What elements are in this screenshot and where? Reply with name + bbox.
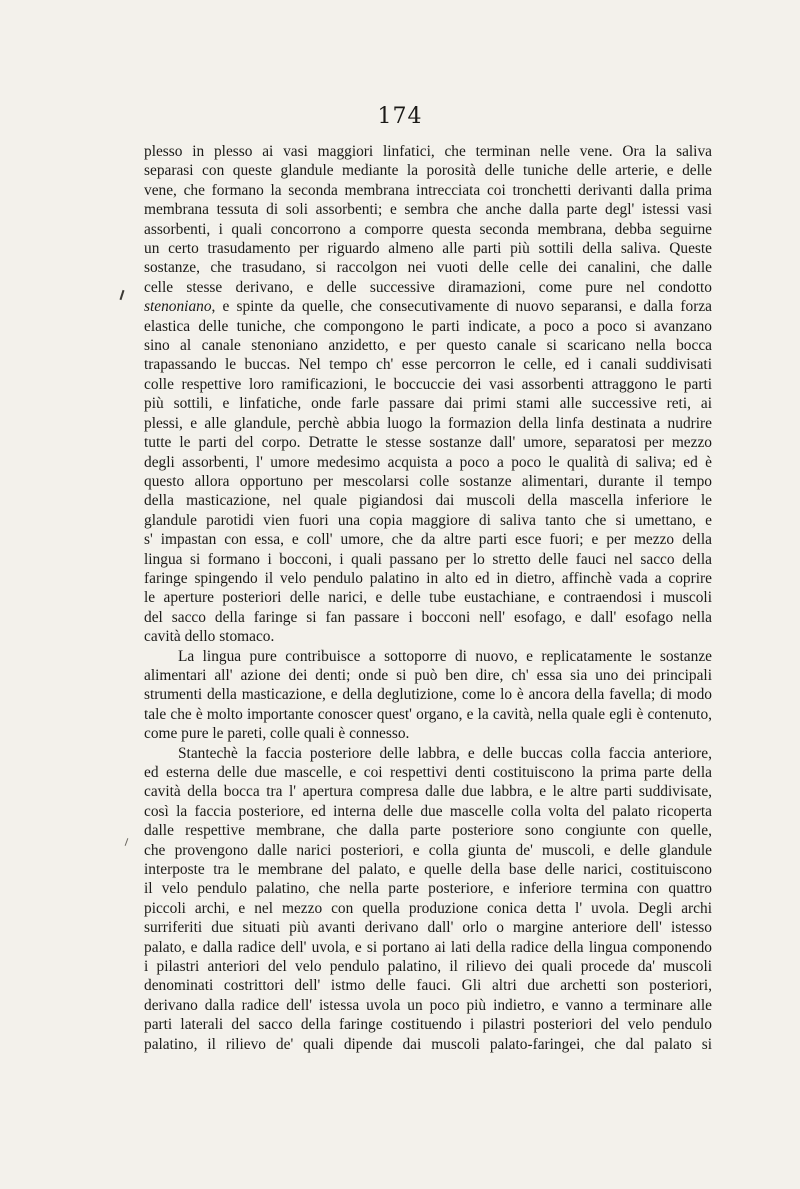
text-line: questo allora opportuno per mescolarsi colle sostanze alimentari, durante il tempo xyxy=(144,472,712,490)
body-text xyxy=(144,142,712,1054)
text-line: Stantechè la faccia posteriore delle labbra, e delle buccas colla faccia anteriore, xyxy=(178,744,712,762)
text-line: lingua si formano i bocconi, i quali passano per lo stretto delle fauci nel sacco della xyxy=(144,550,712,568)
margin-mark xyxy=(120,290,125,300)
text-line: ed esterna delle due mascelle, e coi respettivi denti costituiscono la prima parte della xyxy=(144,764,712,781)
text-line: s' impastan con essa, e coll' umore, che da altre parti esce fuori; e per mezzo della xyxy=(144,531,712,549)
text-line: derivano dalla radice dell' istessa uvola un poco più indietro, e vanno a terminare alle xyxy=(144,996,712,1014)
text-line: il velo pendulo palatino, che nella parte posteriore, e inferiore termina con quattro xyxy=(144,880,712,898)
text-line: che provengono dalle narici posteriori, e colla giunta de' muscoli, e delle glandule xyxy=(144,841,712,859)
text-line: dalle respettive membrane, che dalla parte posteriore sono congiunte con quelle, xyxy=(144,822,712,840)
text-line: surriferiti due situati più avanti derivano dall' orlo o margine anteriore dell' istesso xyxy=(144,919,712,937)
text-line: celle stesse derivano, e delle successive diramazioni, come pure nel condotto xyxy=(144,278,712,296)
text-line: del sacco della faringe si fan passare i bocconi nell' esofago, e dall' esofago nella xyxy=(144,608,712,626)
text-line: glandule parotidi vien fuori una copia maggiore di saliva tanto che si umettano, e xyxy=(144,511,712,529)
paragraph xyxy=(144,647,712,744)
text-line: palato, e dalla radice dell' uvola, e si portano ai lati della radice della lingua componendo xyxy=(144,938,712,956)
text-line: assorbenti, i quali concorrono a comporre questa seconda membrana, debba seguirne xyxy=(144,220,712,238)
text-line: piccoli archi, e nel mezzo con quella produzione conica detta l' uvola. Degli archi xyxy=(144,899,712,917)
text-line: come pure le pareti, colle quali è connesso. xyxy=(144,725,410,743)
text-line: un certo trasudamento per riguardo almeno alle parti più sottili della saliva. Queste xyxy=(144,240,712,258)
text-line: cavità della bocca tra l' apertura compresa dalle due labbra, e le altre parti suddivisate, xyxy=(144,783,712,801)
text-line: degli assorbenti, l' umore medesimo acquista a poco a poco le qualità di saliva; ed è xyxy=(144,453,712,471)
text-line: trapassando le buccas. Nel tempo ch' esse percorron le celle, ed i canali suddivisati xyxy=(144,356,712,374)
text-line: strumenti della masticazione, e della deglutizione, come lo è ancora della favella; di modo xyxy=(144,686,712,704)
page-number: 174 xyxy=(377,104,423,129)
text-line: separasi con queste glandule mediante la porosità delle tuniche delle arterie, e delle xyxy=(144,162,712,180)
text-line: plessi, e alle glandule, perchè abbia luogo la formazion della linfa destinata a nudrire xyxy=(144,414,712,432)
paragraph xyxy=(144,744,712,1055)
text-line: elastica delle tuniche, che compongono le parti indicate, a poco a poco si avanzano xyxy=(144,317,712,335)
text-line: denominati costrittori dell' istmo delle fauci. Gli altri due archetti son posteriori, xyxy=(144,977,712,995)
text-line: colle respettive loro ramificazioni, le boccuccie dei vasi assorbenti attraggono le parti xyxy=(144,375,712,393)
text-line: palatino, il rilievo de' quali dipende dai muscoli palato-faringei, che dal palato si xyxy=(144,1035,712,1053)
text-line: le aperture posteriori delle narici, e delle tube eustachiane, e contraendosi i muscoli xyxy=(144,589,712,607)
text-line: più sottili, e linfatiche, onde farle passare dai primi stami alle successive reti, ai xyxy=(144,395,712,413)
text-line: stenoniano, e spinte da quelle, che consecutivamente di nuovo separansi, e dalla forza xyxy=(144,298,712,316)
text-line: tutte le parti del corpo. Detratte le stesse sostanze dall' umore, separatosi per mezzo xyxy=(144,434,712,452)
text-line: tale che è molto importante conoscer quest' organo, e la cavità, nella quale egli è contenuto, xyxy=(144,705,712,723)
paragraph xyxy=(144,142,712,647)
text-line: cavità dello stomaco. xyxy=(144,628,275,646)
text-line: vene, che formano la seconda membrana intrecciata coi tronchetti derivanti dalla prima xyxy=(144,181,712,199)
text-line: faringe spingendo il velo pendulo palatino in alto ed in dietro, affinchè vada a coprire xyxy=(144,569,712,587)
text-line: La lingua pure contribuisce a sottoporre di nuovo, e replicatamente le sostanze xyxy=(178,647,712,665)
margin-mark xyxy=(125,838,129,846)
text-line: così la faccia posteriore, ed interna delle due mascelle colla volta del palato ricoperta xyxy=(144,802,712,820)
text-line: sostanze, che trasudano, si raccolgon nei vuoti delle celle dei canalini, che dalle xyxy=(144,259,712,277)
text-line: alimentari all' azione dei denti; onde si può ben dire, ch' essa sia uno dei principali xyxy=(144,666,712,684)
text-line: membrana tessuta di soli assorbenti; e sembra che anche dalla parte degl' istessi vasi xyxy=(144,201,712,219)
text-line: i pilastri anteriori del velo pendulo palatino, il rilievo dei quali procede da' muscoli xyxy=(144,958,712,976)
text-line: plesso in plesso ai vasi maggiori linfatici, che terminan nelle vene. Ora la saliva xyxy=(144,143,712,160)
text-line: parti laterali del sacco della faringe costituendo i pilastri posteriori del velo pendulo xyxy=(144,1016,712,1034)
text-line: della masticazione, nel quale pigiandosi dai muscoli della mascella inferiore le xyxy=(144,492,712,510)
text-line: sino al canale stenoniano anzidetto, e per questo canale si scaricano nella bocca xyxy=(144,337,712,355)
text-line: interposte tra le membrane del palato, e quelle della base delle narici, costituiscono xyxy=(144,861,712,879)
